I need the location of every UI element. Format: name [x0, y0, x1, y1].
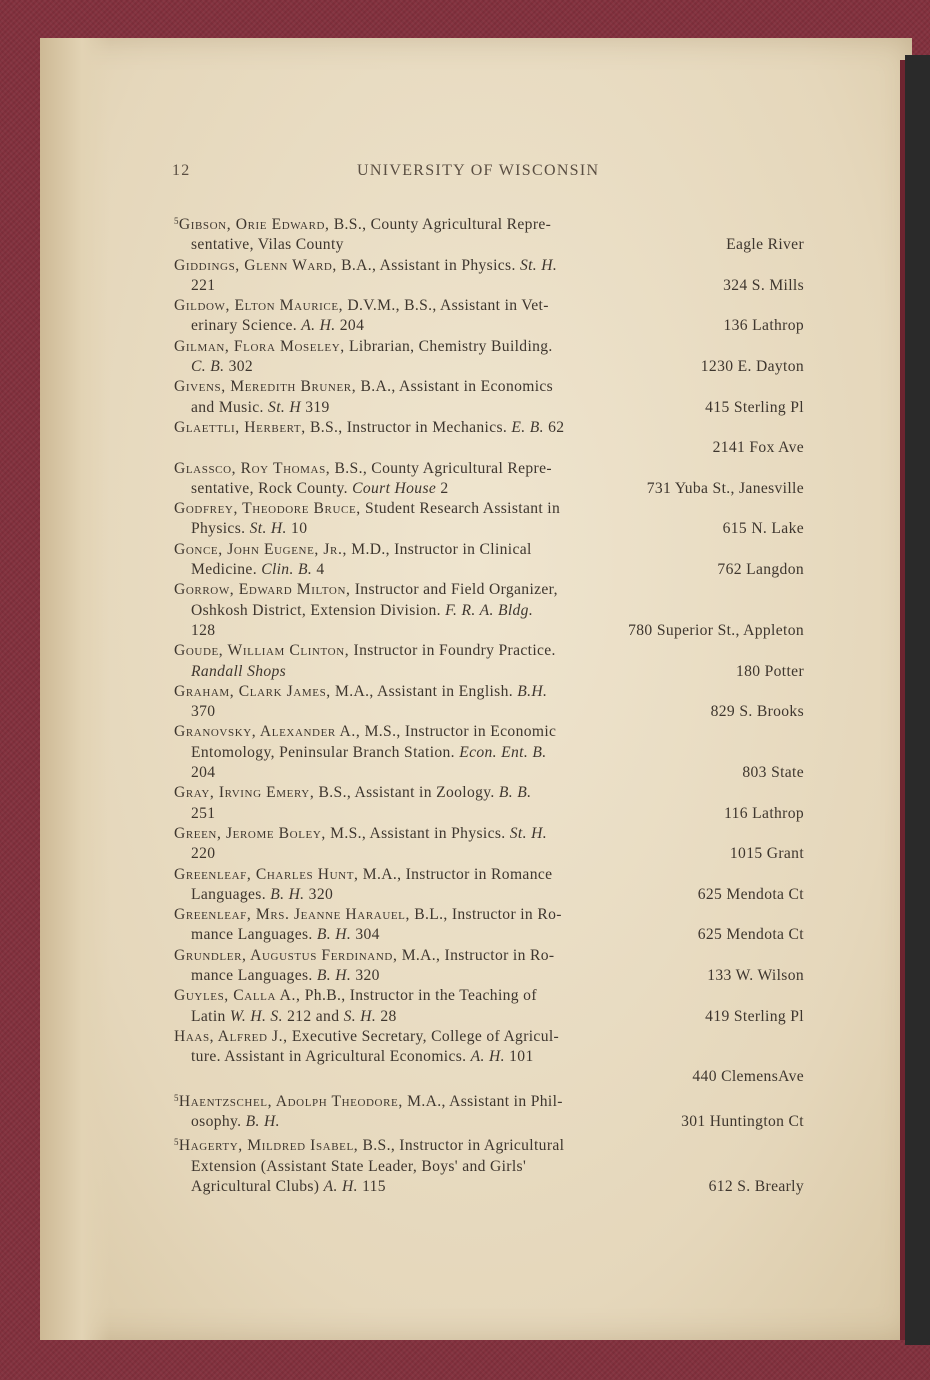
entry-line	[174, 1027, 804, 1047]
entry-address: 615 N. Lake	[722, 520, 804, 538]
entry-address: 136 Lathrop	[723, 317, 804, 335]
entry-room: 212 and	[282, 1007, 344, 1025]
entry-description: B.L., Instructor in Ro-	[410, 906, 562, 924]
directory-entries	[174, 211, 804, 1197]
entry-description: sentative, Vilas County	[191, 236, 344, 254]
entry-address: 133 W. Wilson	[707, 966, 804, 984]
entry-line	[174, 377, 804, 397]
entry-description: 251	[191, 804, 216, 822]
entry-room: 319	[300, 398, 330, 416]
directory-entry	[174, 211, 804, 256]
entry-name: Godfrey, Theodore Bruce,	[174, 500, 361, 518]
entry-building: W. H. S.	[229, 1007, 283, 1025]
entry-name: Grundler, Augustus Ferdinand,	[174, 946, 398, 964]
entry-description: 128	[191, 621, 216, 639]
entry-address: 612 S. Brearly	[708, 1177, 804, 1195]
entry-building: Clin. B.	[261, 561, 313, 579]
entry-line	[174, 743, 804, 763]
entry-address: 803 State	[742, 764, 804, 782]
entry-description: M.A., Instructor in Romance	[358, 865, 553, 883]
entry-name: Gildow, Elton Maurice,	[174, 297, 344, 315]
entry-address: 2141 Fox Ave	[712, 439, 804, 457]
entry-description: M.S., Assistant in Physics.	[325, 824, 510, 842]
directory-entry	[174, 986, 804, 1027]
entry-building: S. H.	[343, 1007, 377, 1025]
entry-description: Medicine.	[191, 561, 262, 579]
entry-address: 440 ClemensAve	[692, 1068, 804, 1086]
entry-room: 204	[335, 317, 365, 335]
entry-name: Haas, Alfred J.,	[174, 1027, 288, 1045]
entry-building: E. B.	[511, 418, 544, 436]
entry-line	[174, 276, 804, 296]
entry-room: 28	[376, 1007, 397, 1025]
directory-entry	[174, 540, 804, 581]
entry-description: 221	[191, 276, 216, 294]
entry-address: 625 Mendota Ct	[697, 926, 804, 944]
entry-description: sentative, Rock County.	[191, 479, 353, 497]
entry-building: Randall Shops	[191, 662, 287, 680]
entry-description: B.S., County Agricultural Repre-	[329, 216, 552, 233]
entry-building: B. H.	[245, 1113, 280, 1131]
entry-description: erinary Science.	[191, 317, 302, 335]
entry-line	[174, 986, 804, 1006]
entry-name: Greenleaf, Charles Hunt,	[174, 865, 359, 883]
directory-entry	[174, 824, 804, 865]
entry-room: 115	[357, 1177, 386, 1195]
directory-entry	[174, 256, 804, 297]
entry-line	[174, 459, 804, 479]
entry-description: M.A., Assistant in English.	[330, 682, 518, 700]
directory-entry	[174, 783, 804, 824]
entry-line	[174, 296, 804, 316]
entry-building: B. H.	[316, 926, 352, 944]
entry-address: 1015 Grant	[729, 845, 804, 863]
entry-line	[174, 804, 804, 824]
entry-line	[174, 1067, 804, 1087]
entry-line	[174, 256, 804, 276]
entry-room: 62	[543, 418, 565, 436]
entry-line	[174, 946, 804, 966]
entry-line	[174, 925, 804, 945]
entry-description: B.A., Assistant in Physics.	[336, 256, 520, 274]
directory-entry	[174, 682, 804, 723]
entry-room: 320	[351, 966, 380, 984]
entry-building: St. H	[268, 398, 301, 416]
background-edge	[905, 55, 930, 1345]
entry-description: ture. Assistant in Agricultural Economics.	[191, 1048, 471, 1066]
directory-entry	[174, 865, 804, 906]
entry-name: Graham, Clark James,	[174, 682, 331, 700]
directory-entry	[174, 499, 804, 540]
entry-line	[174, 438, 804, 458]
entry-description: M.A., Assistant in Phil-	[402, 1092, 563, 1110]
entry-building: F. R. A. Bldg.	[445, 601, 534, 619]
page-gutter-shadow	[40, 38, 110, 1340]
entry-building: B. B.	[498, 784, 532, 802]
entry-room: 4	[312, 561, 325, 579]
entry-name: Hagerty, Mildred Isabel,	[178, 1137, 359, 1155]
entry-line	[174, 1047, 804, 1067]
entry-line	[174, 499, 804, 519]
entry-description: mance Languages.	[191, 926, 317, 944]
entry-description: osophy.	[191, 1113, 246, 1131]
entry-description: B.A., Assistant in Economics	[356, 378, 554, 396]
entry-line	[174, 702, 804, 722]
entry-line	[174, 580, 804, 600]
entry-address: 419 Sterling Pl	[705, 1007, 804, 1025]
entry-room: 302	[224, 358, 254, 376]
entry-line	[174, 966, 804, 986]
entry-address: 780 Superior St., Appleton	[628, 621, 804, 639]
entry-description: Executive Secretary, College of Agricul-	[287, 1027, 560, 1045]
entry-address: Eagle River	[726, 236, 804, 254]
entry-line	[174, 621, 804, 641]
entry-description: Entomology, Peninsular Branch Station.	[191, 743, 460, 761]
entry-description: Instructor and Field Organizer,	[350, 581, 558, 599]
entry-address: 1230 E. Dayton	[700, 358, 804, 376]
entry-address: 301 Huntington Ct	[681, 1113, 804, 1131]
entry-room: 101	[504, 1048, 534, 1066]
entry-building: C. B.	[191, 358, 225, 376]
entry-line	[174, 824, 804, 844]
entry-line	[174, 682, 804, 702]
entry-room: 10	[286, 520, 308, 538]
entry-description: Oshkosh District, Extension Division.	[191, 601, 446, 619]
entry-building: B.H.	[517, 682, 548, 700]
entry-building: Court House	[352, 479, 437, 497]
entry-description: 204	[191, 764, 216, 782]
entry-name: Givens, Meredith Bruner,	[174, 378, 357, 396]
entry-address: 116 Lathrop	[724, 804, 804, 822]
running-head	[172, 162, 832, 184]
entry-address: 180 Potter	[735, 662, 804, 680]
entry-building: B. H.	[270, 885, 305, 903]
directory-entry	[174, 1132, 804, 1197]
entry-name: Granovsky, Alexander A.,	[174, 723, 361, 741]
entry-name: Goude, William Clinton,	[174, 642, 350, 660]
entry-name: Glassco, Roy Thomas,	[174, 459, 331, 477]
entry-address: 762 Langdon	[717, 561, 804, 579]
directory-entry	[174, 722, 804, 783]
footnote-mark: 5	[174, 1092, 179, 1103]
entry-description: Librarian, Chemistry Building.	[344, 337, 553, 355]
footnote-mark: 5	[174, 1137, 179, 1148]
entry-description: D.V.M., B.S., Assistant in Vet-	[343, 297, 549, 315]
entry-room: 304	[351, 926, 380, 944]
page-title: UNIVERSITY OF WISCONSIN	[357, 162, 600, 179]
entry-name: Gonce, John Eugene, Jr.,	[174, 540, 347, 558]
entry-description: Physics.	[191, 520, 250, 538]
entry-description: Instructor in Foundry Practice.	[349, 642, 556, 660]
entry-description: 370	[191, 703, 216, 721]
entry-name: Glaettli, Herbert,	[174, 418, 306, 436]
entry-address: 415 Sterling Pl	[705, 398, 804, 416]
directory-entry	[174, 459, 804, 500]
entry-description: M.S., Instructor in Economic	[360, 723, 557, 741]
directory-entry	[174, 1027, 804, 1088]
entry-description: 220	[191, 845, 216, 863]
entry-line	[174, 316, 804, 336]
entry-line	[174, 540, 804, 560]
entry-line	[174, 885, 804, 905]
entry-line	[174, 905, 804, 925]
entry-description: mance Languages.	[191, 966, 317, 984]
entry-description: Ph.B., Instructor in the Teaching of	[300, 987, 537, 1005]
entry-line	[174, 1007, 804, 1027]
entry-line	[174, 560, 804, 580]
directory-entry	[174, 1088, 804, 1133]
footnote-mark: 5	[174, 216, 179, 226]
entry-description: M.D., Instructor in Clinical	[347, 540, 532, 558]
page-number: 12	[172, 162, 191, 179]
entry-line	[174, 641, 804, 661]
entry-description: Languages.	[191, 885, 271, 903]
entry-description: Latin	[191, 1007, 230, 1025]
entry-line	[174, 1157, 804, 1177]
entry-line	[174, 1132, 804, 1156]
entry-line	[174, 418, 804, 438]
entry-description: B.S., Instructor in Agricultural	[358, 1137, 565, 1155]
entry-line	[174, 211, 804, 235]
entry-name: Gray, Irving Emery,	[174, 784, 315, 802]
entry-line	[174, 337, 804, 357]
entry-address: 324 S. Mills	[723, 276, 804, 294]
entry-description: M.A., Instructor in Ro-	[397, 946, 555, 964]
entry-building: A. H.	[470, 1048, 505, 1066]
directory-entry	[174, 296, 804, 337]
entry-description: Student Research Assistant in	[360, 500, 561, 518]
directory-entry	[174, 418, 804, 459]
entry-line	[174, 1112, 804, 1132]
entry-building: St. H.	[509, 824, 547, 842]
entry-description: Agricultural Clubs)	[191, 1177, 324, 1195]
entry-description: and Music.	[191, 398, 269, 416]
entry-line	[174, 865, 804, 885]
entry-line	[174, 1177, 804, 1197]
directory-entry	[174, 946, 804, 987]
entry-building: A. H.	[301, 317, 336, 335]
entry-address: 625 Mendota Ct	[697, 885, 804, 903]
directory-entry	[174, 337, 804, 378]
entry-line	[174, 601, 804, 621]
entry-name: Gibson, Orie Edward,	[178, 216, 330, 233]
entry-line	[174, 722, 804, 742]
entry-name: Giddings, Glenn Ward,	[174, 256, 337, 274]
entry-line	[174, 844, 804, 864]
entry-description: B.S., Assistant in Zoology.	[314, 784, 499, 802]
directory-entry	[174, 580, 804, 641]
entry-line	[174, 398, 804, 418]
entry-address: 829 S. Brooks	[710, 703, 804, 721]
entry-name: Green, Jerome Boley,	[174, 824, 326, 842]
directory-entry	[174, 905, 804, 946]
entry-building: St. H.	[519, 256, 558, 274]
entry-building: A. H.	[323, 1177, 358, 1195]
entry-line	[174, 357, 804, 377]
entry-description: B.S., County Agricultural Repre-	[330, 459, 552, 477]
entry-name: Gorrow, Edward Milton,	[174, 581, 351, 599]
entry-line	[174, 783, 804, 803]
entry-room: 320	[304, 885, 334, 903]
entry-name: Guyles, Calla A.,	[174, 987, 301, 1005]
entry-line	[174, 1088, 804, 1112]
entry-name: Greenleaf, Mrs. Jeanne Harauel,	[174, 906, 410, 924]
entry-room: 2	[436, 479, 449, 497]
entry-building: St. H.	[249, 520, 287, 538]
entry-line	[174, 519, 804, 539]
directory-entry	[174, 641, 804, 682]
entry-building: Econ. Ent. B.	[459, 743, 547, 761]
entry-line	[174, 763, 804, 783]
entry-address: 731 Yuba St., Janesville	[646, 479, 804, 497]
directory-entry	[174, 377, 804, 418]
entry-name: Gilman, Flora Moseley,	[174, 337, 345, 355]
entry-description: B.S., Instructor in Mechanics.	[305, 418, 512, 436]
entry-description: Extension (Assistant State Leader, Boys' and Girls'	[191, 1157, 527, 1175]
entry-building: B. H.	[316, 966, 352, 984]
entry-name: Haentzschel, Adolph Theodore,	[178, 1092, 403, 1110]
entry-line	[174, 479, 804, 499]
entry-line	[174, 662, 804, 682]
entry-line	[174, 235, 804, 255]
